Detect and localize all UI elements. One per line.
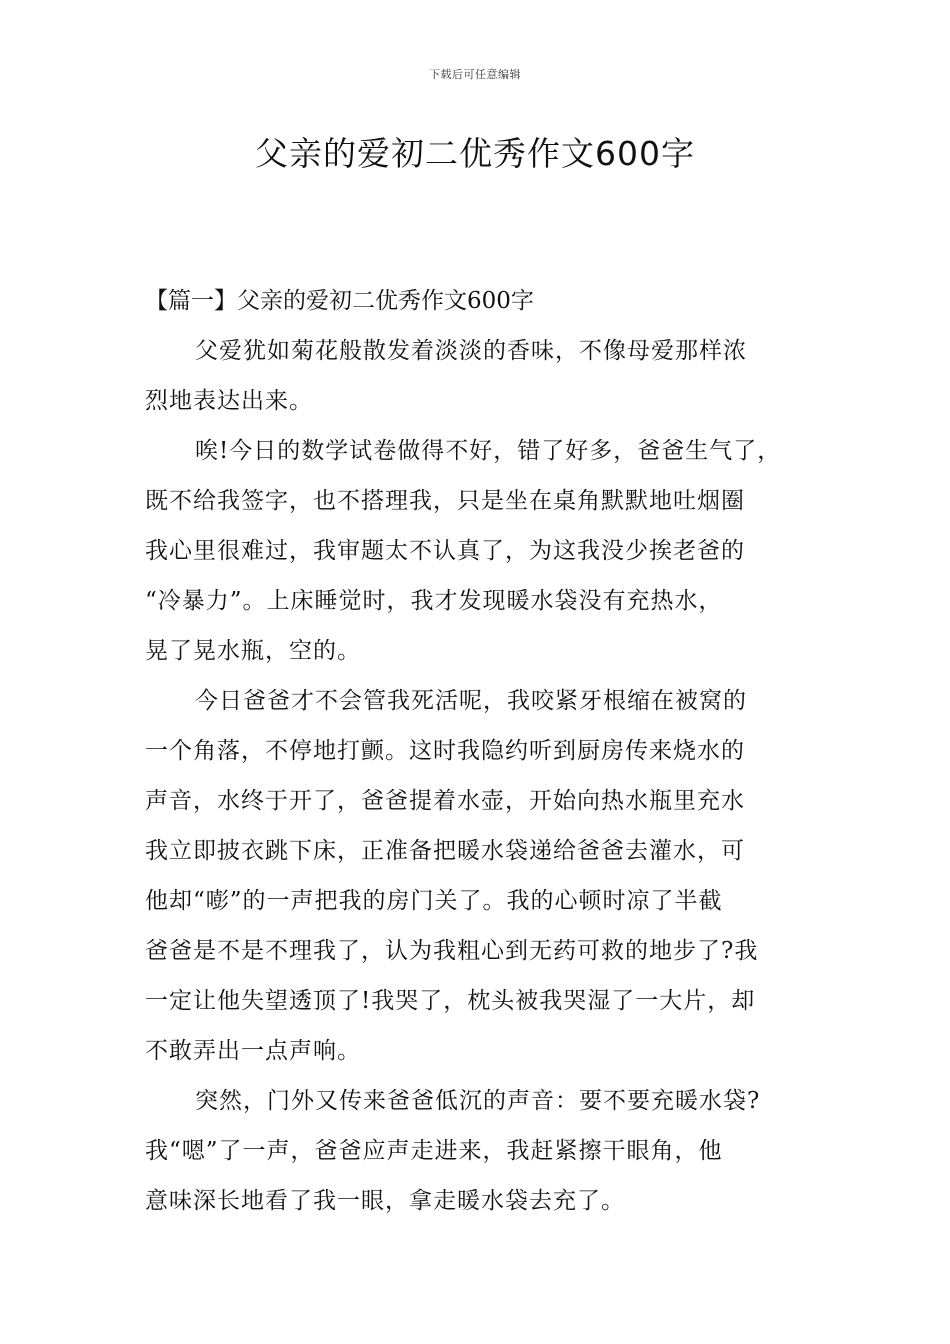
header-note: 下载后可任意编辑	[429, 68, 521, 81]
article-body	[145, 276, 825, 1226]
paragraph-line: 晃了晃水瓶，空的。	[145, 638, 361, 664]
paragraph-line: 声音，水终于开了，爸爸提着水壶，开始向热水瓶里充水	[145, 788, 745, 814]
paragraph-line: 突然，门外又传来爸爸低沉的声音：要不要充暖水袋?	[195, 1088, 761, 1114]
paragraph-line: 今日爸爸才不会管我死活呢，我咬紧牙根缩在被窝的	[195, 688, 747, 714]
paragraph-line: 父爱犹如菊花般散发着淡淡的香味，不像母爱那样浓	[195, 338, 747, 364]
paragraph-3	[145, 676, 825, 1076]
paragraph-line: 烈地表达出来。	[145, 388, 313, 414]
paragraph-line: 我心里很难过，我审题太不认真了，为这我没少挨老爸的	[145, 538, 745, 564]
paragraph-line: 唉!今日的数学试卷做得不好，错了好多，爸爸生气了，	[195, 438, 782, 464]
paragraph-line: 我立即披衣跳下床，正准备把暖水袋递给爸爸去灌水，可	[145, 838, 745, 864]
paragraph-4	[145, 1076, 825, 1226]
paragraph-1	[145, 326, 825, 426]
section-heading: 【篇一】父亲的爱初二优秀作文600字	[145, 288, 534, 314]
paragraph-line: “冷暴力”。上床睡觉时，我才发现暖水袋没有充热水，	[145, 588, 723, 614]
paragraph-line: 意味深长地看了我一眼，拿走暖水袋去充了。	[145, 1188, 625, 1214]
paragraph-line: 既不给我签字，也不搭理我，只是坐在桌角默默地吐烟圈	[145, 488, 745, 514]
paragraph-line: 爸爸是不是不理我了，认为我粗心到无药可救的地步了?我	[145, 938, 759, 964]
document-title: 父亲的爱初二优秀作文600字	[255, 134, 695, 173]
paragraph-line: 不敢弄出一点声响。	[145, 1038, 361, 1064]
paragraph-line: 他却“嘭”的一声把我的房门关了。我的心顿时凉了半截	[145, 888, 723, 914]
paragraph-line: 一个角落，不停地打颤。这时我隐约听到厨房传来烧水的	[145, 738, 745, 764]
paragraph-line: 一定让他失望透顶了!我哭了，枕头被我哭湿了一大片，却	[145, 988, 756, 1014]
paragraph-2	[145, 426, 825, 676]
paragraph-line: 我“嗯”了一声，爸爸应声走进来，我赶紧擦干眼角，他	[145, 1138, 723, 1164]
